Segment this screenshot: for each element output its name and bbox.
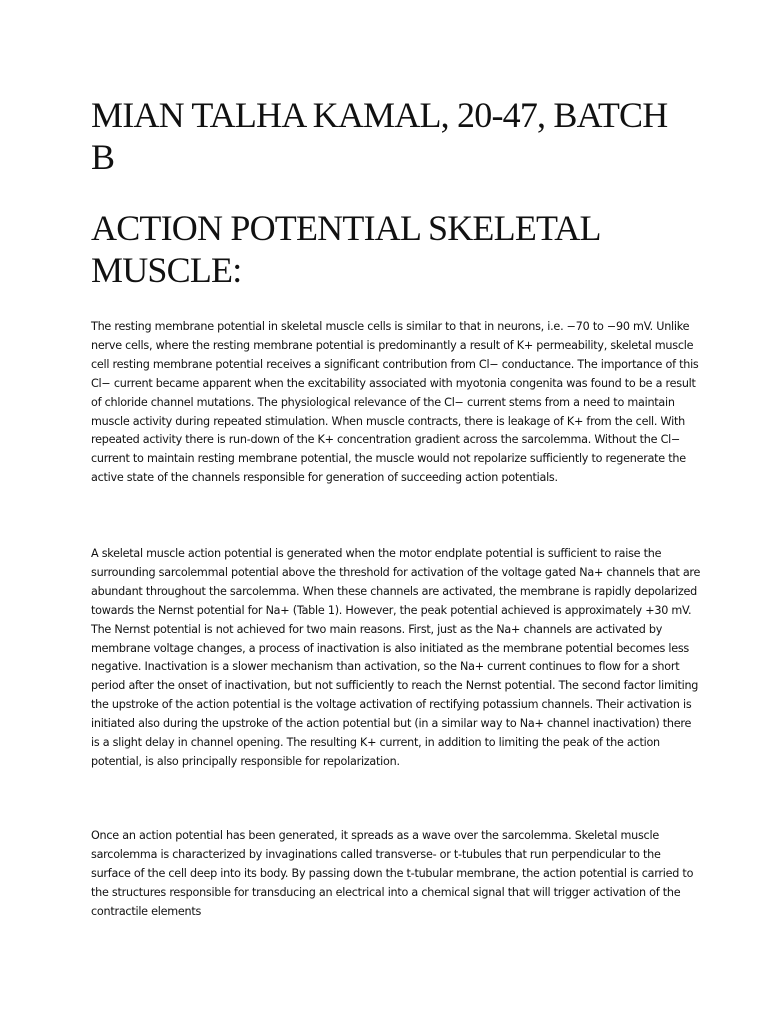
paragraph-t-tubule-propagation: Once an action potential has been generated, it spreads as a wave over the sarcolemma. Skeletal muscle sarcolemma is characterized by invaginations called transverse- or t-tubules that run perpendicular to the surface of the cell deep into its body. By passing down the t-tubular membrane, the action potential is carried to the structures responsible for transducing an electrical into a chemical signal that will trigger activation of the contractile elements [91, 829, 694, 918]
section-heading: ACTION POTENTIAL SKELETAL MUSCLE: [91, 208, 600, 290]
paragraph-action-potential-generation: A skeletal muscle action potential is generated when the motor endplate potential is sufficient to raise the surrounding sarcolemmal potential above the threshold for activation of the voltage gated Na+ channels that are abundant throughout the sarcolemma. When these channels are activated, the membrane is rapidly depolarized towards the Nernst potential for Na+ (Table 1). However, the peak potential achieved is approximately +30 mV. The Nernst potential is not achieved for two main reasons. First, just as the Na+ channels are activated by membrane voltage changes, a process of inactivation is also initiated as the membrane potential becomes less negative. Inactivation is a slower mechanism than activation, so the Na+ current continues to flow for a short period after the onset of inactivation, but not sufficiently to reach the Nernst potential. The second factor limiting the upstroke of the action potential is the voltage activation of rectifying potassium channels. Their activation is initiated also during the upstroke of the action potential but (in a similar way to Na+ channel inactivation) there is a slight delay in channel opening. The resulting K+ current, in addition to limiting the peak of the action potential, is also principally responsible for repolarization. [91, 547, 701, 768]
document-title: MIAN TALHA KAMAL, 20-47, BATCH B [91, 95, 668, 177]
paragraph-resting-potential: The resting membrane potential in skeletal muscle cells is similar to that in neurons, i.e. −70 to −90 mV. Unlike nerve cells, where the resting membrane potential is predominantly a result of K+ permeability, skeletal muscle cell resting membrane potential receives a significant contribution from Cl− conductance. The importance of this Cl− current became apparent when the excitability associated with myotonia congenita was found to be a result of chloride channel mutations. The physiological relevance of the Cl− current stems from a need to maintain muscle activity during repeated stimulation. When muscle contracts, there is leakage of K+ from the cell. With repeated activity there is run-down of the K+ concentration gradient across the sarcolemma. Without the Cl− current to maintain resting membrane potential, the muscle would not repolarize sufficiently to regenerate the active state of the channels responsible for generation of succeeding action potentials. [91, 320, 699, 485]
